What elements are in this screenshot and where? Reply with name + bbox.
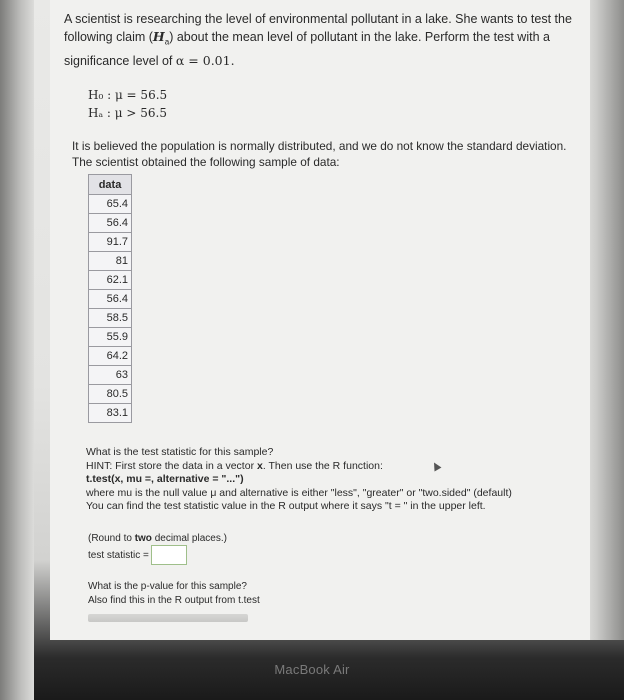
table-row: 63 xyxy=(89,366,132,385)
alpha-value: α = 0.01. xyxy=(175,52,235,68)
test-statistic-question xyxy=(86,446,566,514)
question-line-4: where mu is the null value μ and alternative is either "less", "greater" or "two.sided" (default) xyxy=(86,486,512,499)
table-row: 64.2 xyxy=(89,347,132,366)
null-hypothesis: H₀ : μ = 56.5 xyxy=(88,88,168,102)
test-statistic-input[interactable] xyxy=(151,545,187,565)
hint-start: HINT: First store the data in a vector xyxy=(86,459,257,472)
intro-line-3-start: significance level of xyxy=(64,53,176,68)
hint-end: . Then use the R function: xyxy=(262,459,383,472)
table-row: 81 xyxy=(89,252,132,271)
laptop-brand-label: MacBook Air xyxy=(274,662,350,677)
intro-line-2 xyxy=(64,28,574,52)
question-line-5: You can find the test statistic value in the R output where it says "t = " in the upper left. xyxy=(86,500,486,512)
monitor-bezel-right xyxy=(586,0,624,640)
pvalue-line-2: Also find this in the R output from t.test xyxy=(88,595,260,606)
rounding-instruction xyxy=(88,532,227,546)
hypotheses xyxy=(88,86,167,122)
pvalue-line-1: What is the p-value for this sample? xyxy=(88,581,247,592)
ha-symbol: H xyxy=(152,29,165,44)
table-row: 56.4 xyxy=(89,214,132,233)
problem-intro xyxy=(64,10,574,70)
table-row: 56.4 xyxy=(89,290,132,309)
pvalue-question xyxy=(88,580,260,608)
table-row: 65.4 xyxy=(89,195,132,214)
sample-data-table xyxy=(88,174,132,423)
table-row: 80.5 xyxy=(89,385,132,404)
intro-line-1: A scientist is researching the level of environmental pollutant in a lake. She wants to test the xyxy=(64,12,572,26)
round-end: decimal places.) xyxy=(151,533,227,544)
question-line-3 xyxy=(86,473,566,487)
table-row: 62.1 xyxy=(89,271,132,290)
cut-off-text xyxy=(88,614,248,622)
question-line-2 xyxy=(86,460,566,474)
intro-line-3 xyxy=(64,52,574,70)
question-line-1: What is the test statistic for this sample? xyxy=(86,446,274,458)
round-start: (Round to xyxy=(88,533,135,544)
monitor-bezel-left xyxy=(0,0,34,700)
belief-line-2: The scientist obtained the following sample of data: xyxy=(72,155,340,169)
intro-line-2-end: ) about the mean level of pollutant in the lake. Perform the test with a xyxy=(169,30,550,44)
question-page xyxy=(50,0,590,640)
ha-subscript: a xyxy=(164,37,170,47)
table-row: 91.7 xyxy=(89,233,132,252)
test-statistic-label: test statistic = xyxy=(88,549,149,561)
belief-line-1: It is believed the population is normally distributed, and we do not know the standard deviation. xyxy=(72,139,567,153)
table-row: 58.5 xyxy=(89,309,132,328)
table-row: 83.1 xyxy=(89,404,132,423)
table-header: data xyxy=(89,175,132,195)
alternative-hypothesis: Hₐ : μ > 56.5 xyxy=(88,106,167,120)
intro-line-2-start: following claim ( xyxy=(64,30,153,44)
table-row: 55.9 xyxy=(89,328,132,347)
r-function-code: t.test(x, mu =, alternative = "...") xyxy=(86,473,244,485)
round-emphasis: two xyxy=(134,533,152,544)
vector-name: x xyxy=(256,459,263,472)
assumption-text xyxy=(72,138,582,170)
test-statistic-row xyxy=(88,545,187,565)
